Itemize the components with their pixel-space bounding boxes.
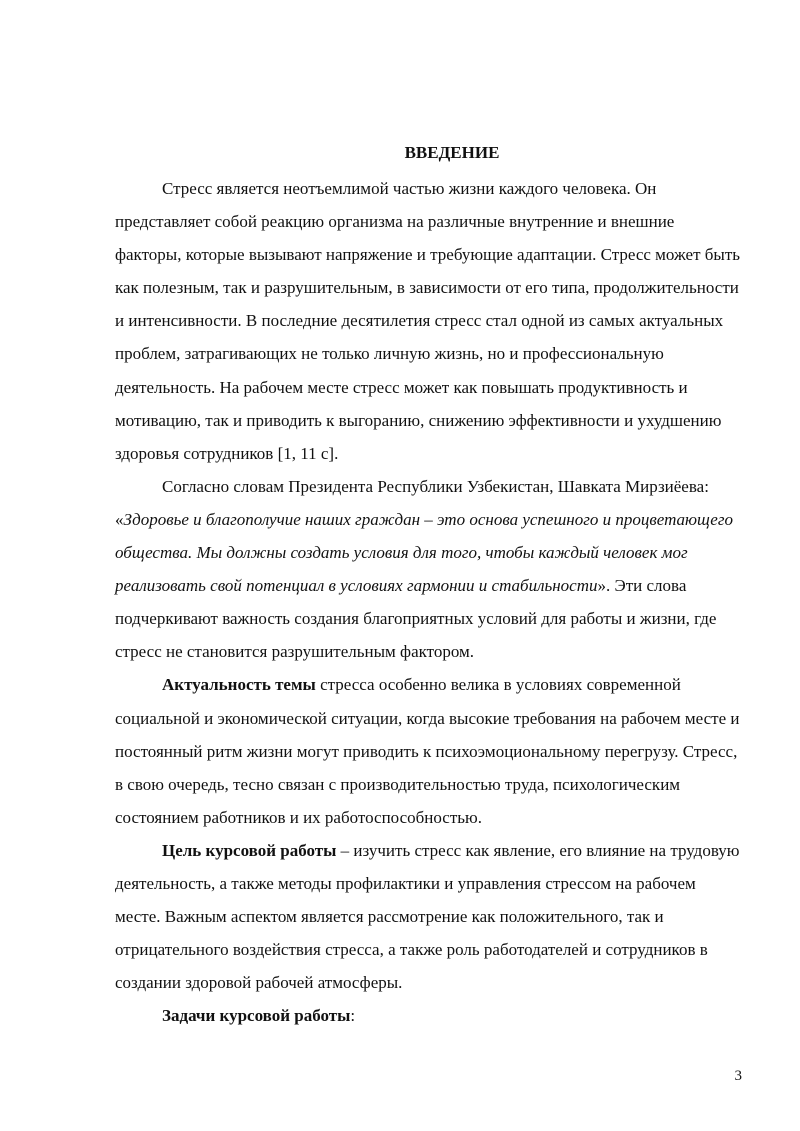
paragraph-intro: Стресс является неотъемлимой частью жизни каждого человека. Он представляет собой реакцию организма на различные внутренние и внешние факторы, которые вызывают напряжение и требующие адаптации. Стресс может быть как полезным, так и разрушительным, в зависимости от его типа, продолжительности и интенсивности. В последние десятилетия стресс стал одной из самых актуальных проблем, затрагивающих не только личную жизнь, но и профессиональную деятельность. На рабочем месте стресс может как повышать продуктивность и мотивацию, так и приводить к выгоранию, снижению эффективности и ухудшению здоровья сотрудников [1, 11 с]. bbox=[115, 179, 740, 463]
paragraph-tasks bbox=[115, 999, 742, 1032]
document-body bbox=[115, 172, 742, 1032]
section-title: ВВЕДЕНИЕ bbox=[404, 143, 500, 162]
paragraph-relevance bbox=[115, 668, 742, 833]
tasks-colon: : bbox=[350, 1006, 356, 1026]
paragraph-goal bbox=[115, 834, 742, 999]
paragraph-president-quote bbox=[115, 470, 742, 669]
page-number: 3 bbox=[734, 1068, 742, 1084]
goal-text: – изучить стресс как явление, его влияние на трудовую деятельность, а также методы профилактики и управления стрессом на рабочем месте. Важным аспектом является рассмотрение как положительного, так и отрицательного воздействия стресса, а также роль работодателей и сотрудников в создании здоровой рабочей атмосферы. bbox=[115, 840, 740, 993]
quote-lead: Согласно словам Президента Республики Узбекистан, Шавката Мирзиёева: « bbox=[115, 476, 709, 529]
goal-heading: Цель курсовой работы bbox=[162, 840, 337, 860]
relevance-heading: Актуальность темы bbox=[162, 675, 316, 695]
relevance-text: стресса особенно велика в условиях современной социальной и экономической ситуации, когда высокие требования на рабочем месте и постоянный ритм жизни могут приводить к психоэмоциональному перегрузу. Стресс, в свою очередь, тесно связан с производительностью труда, психологическим состоянием работников и их работоспособностью. bbox=[115, 675, 740, 827]
quote-text: Здоровье и благополучие наших граждан – это основа успешного и процветающего общества. Мы должны создать условия для того, чтобы каждый человек мог реализовать свой потенциал в условиях гармонии и стабильности bbox=[115, 509, 733, 596]
tasks-heading: Задачи курсовой работы bbox=[162, 1006, 351, 1026]
quote-tail: ». Эти слова подчеркивают важность создания благоприятных условий для работы и жизни, где стресс не становится разрушительным фактором. bbox=[115, 576, 717, 662]
